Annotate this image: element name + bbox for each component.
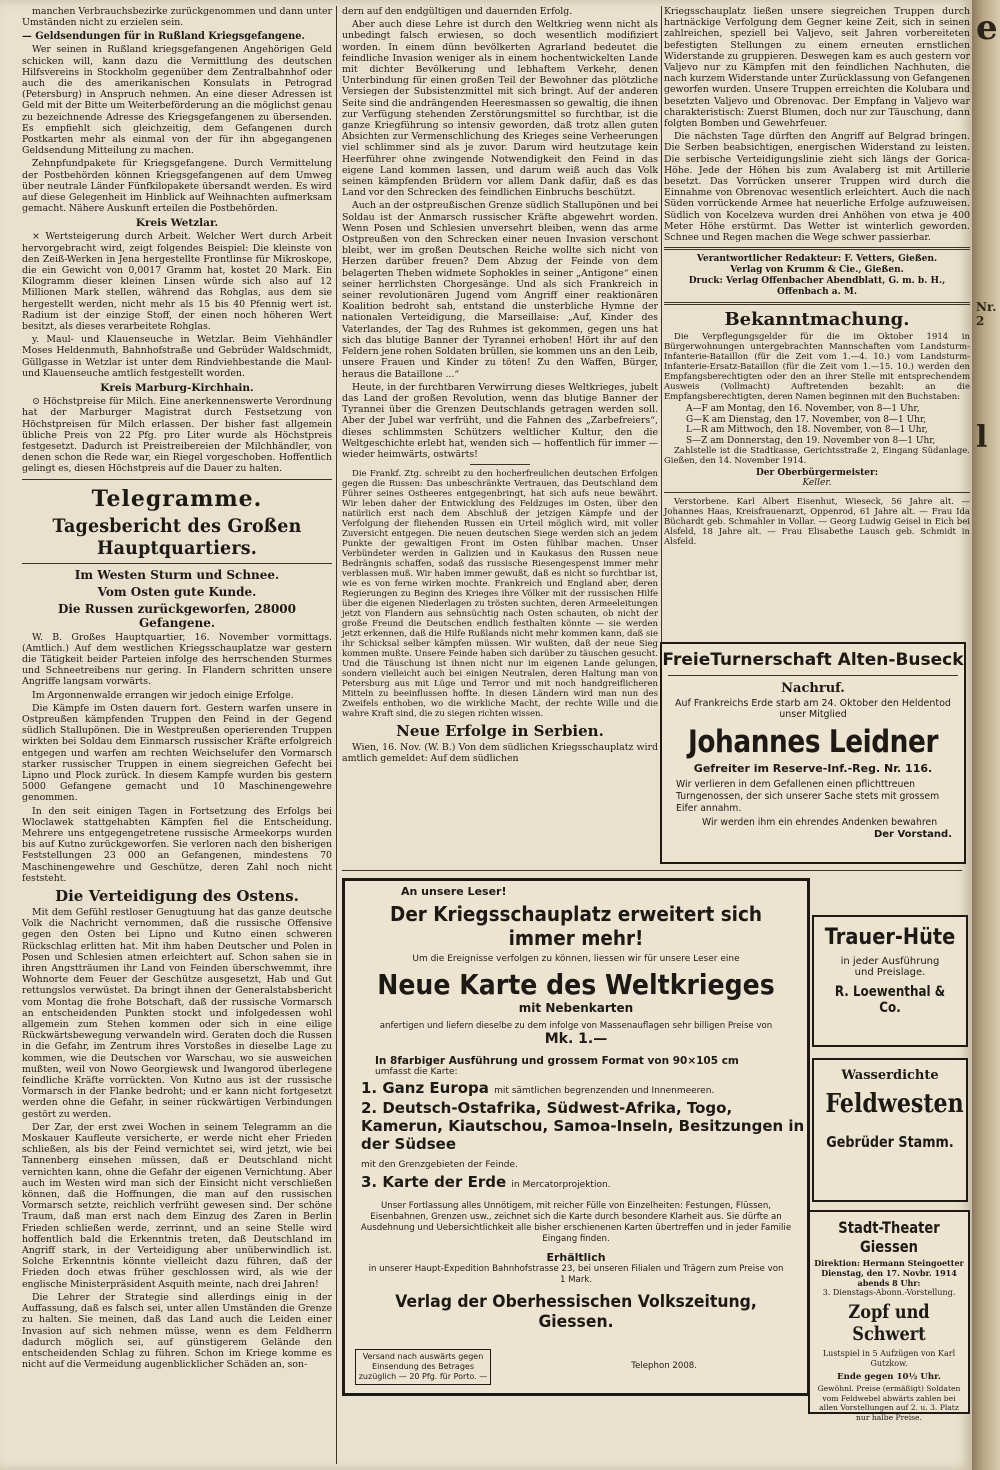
karte-item3-label: 3. Karte der Erde [361, 1173, 507, 1191]
karte-lead: An unsere Leser! [401, 885, 507, 898]
heading-verteidigung-ostens: Die Verteidigung des Ostens. [55, 886, 299, 905]
bekanntmachung-text: Die Verpflegungsgelder für die im Oktober 1914 in Bürgerwohnungen untergebrachten Mannschaften vom Landsturm-Infanterie-Bataillon (für die Zeit vom 1.—4. 10.) vom Landsturm-Infanterie-Ersatz-Bataillon (für die Zeit vom 1.—15. 10.) werden den Empfangsberechtigten oder den an ihrer Stelle mit entsprechendem Ausweis (Vollmacht) Auftretenden bezahlt: an die Empfangsberechtigten, deren Namen beginnen mit den Buchstaben: [664, 332, 970, 403]
trauer-line2: und Preislage. [854, 967, 926, 978]
column-rule [336, 6, 337, 1464]
subheading-osten: Vom Osten gute Kunde. [97, 584, 257, 599]
karte-item-kolonien [361, 1099, 807, 1153]
edge-letter: l [976, 420, 988, 455]
report-wloclawek: In den seit einigen Tagen in Fortsetzung des Erfolgs bei Wloclawek stattgehabten Kämpfen fiel die Entscheidung. Mehrere uns entgegengetretene russische Armeekorps wurden bis auf Kutno zurückgeworfen. Sie verloren nach den bisherigen Feststellungen 23 000 an Gefangenen, mindestens 70 Maschinengewehre und Geschütze, deren Zahl noch nicht feststeht. [22, 805, 332, 884]
report-hauptquartier: W. B. Großes Hauptquartier, 16. November vormittags. (Amtlich.) Auf dem westlichen Kriegsschauplatze war gestern die Tätigkeit beider Parteien infolge des herrschenden Sturmes und Schneetreibens nur gering. In Flandern schritten unsere Angriffe langsam vorwärts. [22, 631, 332, 688]
theater-end: Ende gegen 10½ Uhr. [837, 1372, 941, 1382]
adjacent-page-edge [972, 0, 1000, 1470]
article-paragraph: Heute, in der furchtbaren Verwirrung dieses Weltkrieges, jubelt das Land der großen Revolution, wenn das blutige Banner der Tyrannei über die Grenzen Deutschlands getragen werden soll. Aber der Jubel war verfrüht, und die Fahnen des „Zarbefreiers“, dieses schlimmsten Schützers weltlicher Kultur, den die Weltgeschichte erlebt hat, wenden sich — hoffentlich für immer — wieder heimwärts, ostwärts! [342, 381, 658, 460]
theater-vorstellung: 3. Dienstags-Abonn.-Vorstellung. [822, 1288, 956, 1297]
bekanntmachung-title: Bekanntmachung. [724, 309, 910, 331]
feldwesten-ad [812, 1058, 968, 1202]
feldwesten-title: Feldwesten [825, 1089, 964, 1119]
article-intro: manchen Verbrauchsbezirke zurückgenommen und dann unter Umständen nicht zu erzielen sein. [22, 6, 332, 29]
karte-offer: anfertigen und liefern dieselbe zu dem infolge von Massenauflagen sehr billigen Preise von [379, 1021, 773, 1031]
nachruf-sig: Der Vorstand. [873, 829, 952, 840]
column-2 [342, 6, 658, 767]
nachruf-text3: Wir werden ihm ein ehrendes Andenken bewahren [702, 817, 938, 828]
bekanntmachung-sig-name: Keller. [802, 478, 832, 489]
article-serbien: Wien, 16. Nov. (W. B.) Von dem südlichen Kriegsschauplatz wird amtlich gemeldet: Auf dem südlichen [342, 742, 658, 765]
subheading-westen: Im Westen Sturm und Schnee. [74, 567, 280, 582]
karte-subtitle: mit Nebenkarten [518, 1001, 634, 1015]
karte-description: Unser Fortlassung alles Unnötigem, mit reicher Fülle von Einzelheiten: Festungen, Flüssen, Eisenbahnen, Grenzen usw., zeichnet sich die Karte durch besondere Klarheit aus. Sie dürfte an Ausdehnung und Uebersichtlichkeit alle bisher erschienenen Karten übertreffen und in jeder Familie Eingang finden. [360, 1201, 792, 1244]
article-zehnpfundpakete: Zehnpfundpakete für Kriegsgefangene. Durch Vermittelung der Postbehörden können Kriegsgefangenen auf dem Umweg über neutrale Länder Fünfkilopakete übersandt werden. Es wird auf diese Gelegenheit im Hinblick auf Weihnachten aufmerksam gemacht. Nähere Auskunft erteilen die Postbehörden. [22, 158, 332, 215]
theater-ad [808, 1210, 970, 1422]
edge-number: Nr. 2 [976, 300, 997, 328]
divider [342, 870, 962, 871]
theater-time: abends 8 Uhr: [857, 1278, 921, 1288]
theater-direktion: Direktion: Hermann Steingoetter [814, 1258, 964, 1268]
article-maul-klauenseuche: y. Maul- und Klauenseuche in Wetzlar. Beim Viehhändler Moses Heldenmuth, Bahnhofstraße und Gebrüder Waldschmidt, Güllgasse in Wetzlar ist unter dem Rindviehbestande die Maul- und Klauenseuche amtlich festgestellt worden. [22, 334, 332, 379]
nachruf-name: Johannes Leidner [687, 724, 939, 760]
article-verteidigung-3: Die Lehrer der Strategie sind allerdings einig in der Auffassung, daß es falsch sei, unter allen Umständen die Grenze zu halten. Sie meinen, daß das Land auch die Leiden einer Invasion auf sich nehmen müsse, wenn es dem Feldherrn dadurch möglich sei, auf günstigerem Gelände den entscheidenden Schlag zu führen. Schon im Kriege komme es nicht auf die Vermeidung augenblicklicher Schäden an, son- [22, 1291, 332, 1371]
karte-title: Neue Karte des Weltkrieges [377, 968, 775, 1001]
karte-item2-note: mit den Grenzgebieten der Feinde. [361, 1160, 518, 1170]
feldwesten-firm: Gebrüder Stamm. [826, 1133, 954, 1151]
article-continued: dern auf den endgültigen und dauernden Erfolg. [342, 6, 573, 17]
feldwesten-top: Wasserdichte [841, 1068, 939, 1083]
karte-item-kolonien-note [361, 1153, 807, 1171]
verstorbene-list: Verstorbene. Karl Albert Eisenhut, Wieseck, 56 Jahre alt. — Johannes Haas, Kreisfrauenarzt, Oppenrod, 61 Jahre alt. — Frau Ida Büchardt geb. Schmahler in Vollar. — Georg Ludwig Geisel in Eich bei Alsfeld, 18 Jahre alt. — Frau Elisabethe Lausch geb. Schmidt in Alsfeld. [664, 497, 970, 548]
subheading-russen: Die Russen zurückgeworfen, 28000 Gefangene. [57, 601, 297, 630]
column-1 [22, 6, 332, 1372]
report-osten: Die Kämpfe im Osten dauern fort. Gestern warfen unsere in Ostpreußen kämpfenden Truppen den Feind in der Gegend südlich Stallupönen. Die in Westpreußen operierenden Truppen wirkten bei Soldau dem Einmarsch russischer Kräfte erfolgreich entgegen und warfen am rechten Weichselufer den Vormarsch starker russischer Truppen in einem siegreichen Gefecht bei Lipno und Plock zurück. In diesem Kampfe wurden bis gestern 5000 Gefangene gemacht und 10 Maschinengewehre genommen. [22, 702, 332, 804]
trauer-title: Trauer-Hüte [824, 925, 956, 950]
karte-telefon: Telephon 2008. [631, 1361, 697, 1371]
bekanntmachung-schedule [686, 404, 970, 446]
imprint-druck: Druck: Verlag Offenbacher Abendblatt, G. m. b. H., Offenbach a. M. [688, 276, 946, 298]
schedule-line: A—F am Montag, den 16. November, von 8—1 Uhr, [686, 404, 920, 415]
theater-genre: Lustspiel in 5 Aufzügen von Karl Gutzkow. [822, 1349, 956, 1368]
heading-telegramme: Telegramme. [91, 485, 263, 512]
nachruf-box [660, 642, 966, 864]
article-belgrad: Die nächsten Tage dürften den Angriff auf Belgrad bringen. Die Serben beabsichtigen, energischen Widerstand zu leisten. Die serbische Verteidigungslinie zieht sich längs der Gorica-Höhe. Jede der Höhen bis zum Avalaberg ist mit Artillerie besetzt. Das Vorrücken unserer Truppen wird durch die Einnahme von Obrenovac wesentlich erleichtert. Auch die nach Süden vorrückende Armee hat neuerliche Erfolge aufzuweisen. Südlich von Kocelzeva wurden drei Anhöhen von etwa je 400 Meter Höhe erstürmt. Das Wetter ist winterlich geworden. Schnee und Regen machen die Wege schwer passierbar. [664, 131, 970, 244]
nachruf-rank: Gefreiter im Reserve-Inf.-Reg. Nr. 116. [693, 762, 933, 775]
edge-letter: e [976, 8, 998, 48]
karte-format: In 8farbiger Ausführung und grossem Format von 90×105 cm [375, 1055, 739, 1067]
karte-erhaeltlich: Erhältlich [546, 1251, 606, 1264]
nachruf-text1: Auf Frankreichs Erde starb am 24. Oktober den Heldentod unser Mitglied [675, 698, 951, 720]
bekanntmachung-zahlstelle: Zahlstelle ist die Stadtkasse, Gerichtsstraße 2, Eingang Südanlage. Gießen, den 14. November 1914. [664, 446, 970, 467]
karte-umfasst: umfasst die Karte: [375, 1067, 458, 1077]
article-paragraph: Auch an der ostpreußischen Grenze südlich Stallupönen und bei Soldau ist der Anmarsch russischer Kräfte abgewehrt worden. Wenn Posen und Schlesien unversehrt bleiben, wenn das arme Ostpreußen von den Schrecken einer neuen Invasion verschont bleibt, wer im großen Deutschen Reiche wollte sich nicht von Herzen darüber freuen? Dem Abzug der Feinde von dem belagerten Theben widmete Sophokles in seiner „Antigone“ einen seiner herrlichsten Chorgesänge. Und als sich Frankreich in seiner revolutionären Jugend vom Angriff einer reaktionären Koalition bedroht sah, entstand die unsterbliche Hymne der nationalen Verteidigung, die Marseillaise: „Auf, Kinder des Vaterlandes, der Tag des Ruhmes ist gekommen, gegen uns hat sich das blutige Banner der Tyrannei erhoben! Hört ihr auf den Feldern jene rohen Soldaten brüllen, sie kommen uns an den Leib, unsere Frauen und Kinder zu töten! Zu den Waffen, Bürger, heraus die Bataillone ...“ [342, 200, 658, 380]
karte-item1-note: mit sämtlichen begrenzenden und Innenmeeren. [494, 1086, 715, 1096]
article-verteidigung-1: Mit dem Gefühl restloser Genugtuung hat das ganze deutsche Volk die Nachricht vernommen, daß die russische Offensive gegen den Osten bei Lipno und Kutno einen schweren Rückschlag erlitten hat. Mit ihm haben Deutscher und Polen in Posen und Schlesien atmen erleichtert auf. Schon sahen sie in ihren Angstträumen ihr Land von Feinden überschwemmt, ihre Wohnorte dem Feuer der Geschütze ausgesetzt, Hab und Gut rettungslos verwüstet. Da bringt ihnen der Generalstabsbericht vom Montag die frohe Botschaft, daß der russische Vormarsch an entscheidenden Punkten stockt und infolgedessen wohl allgemein zum Stehen kommen oder sich in eine eilige Rückwärtsbewegung verwandeln wird. Geraten doch die Russen in die Gefahr, im Zentrum ihres Vorstoßes in dieselbe Lage zu kommen, wie die Deutschen vor Warschau, wo sie ausweichen mußten, weil von Nowo Georgiewsk und Iwangorod überlegene feindliche Kräfte vorrückten. Von Kutno aus ist der russische Vormarsch in der Flanke bedroht; und er kann nicht fortgesetzt werden ohne die Gefahr, in seiner rückwärtigen Verbindungen gestört zu werden. [22, 906, 332, 1120]
divider [22, 479, 332, 480]
imprint-verlag: Verlag von Krumm & Cie., Gießen. [730, 265, 904, 276]
article-verteidigung-2: Der Zar, der erst zwei Wochen in seinem Telegramm an die Moskauer Kaufleute versicherte, er werde nicht eher Frieden schließen, als bis der Feind vernichtet sei, wird jetzt, wie bei Tannenberg einsehen müssen, daß er Deutschland nicht vernichten kann, ohne die Gefahr der eigenen Vernichtung. Aber auch im Westen wird man sich der Einsicht nicht verschließen können, daß die Hoffnungen, die man auf den russischen Vormarsch setzte, reichlich verfrüht gewesen sind. Der schöne Traum, daß man erst nach dem Einzug des Zaren in Berlin Frieden schließen werde, zerrinnt, und an seine Stelle wird hoffentlich bald die Erkenntnis treten, daß Deutschland im Angriff stark, in der Verteidigung aber unüberwindlich ist. Solche Erkenntnis könnte vielleicht dazu führen, daß der Frieden doch etwas früher geschlossen wird, als wie der englische Ministerpräsident Asquith meinte, nach drei Jahren! [22, 1121, 332, 1290]
divider [668, 675, 958, 676]
karte-item-erde [361, 1173, 807, 1191]
article-wertsteigerung: × Wertsteigerung durch Arbeit. Welcher Wert durch Arbeit hervorgebracht wird, zeigt folgendes Beispiel: Die kleinste von den Zeiß-Werken in Jena hergestellte Frontlinse für Mikroskope, die ein Gewicht von 0,0017 Gramm hat, kostet 20 Mark. Ein Kilogramm dieser kleinen Linsen würde sich also auf 12 Millionen Mark stellen, während das Rohglas, aus dem sie hergestellt werden, nicht mehr als 15 bis 40 Pfennig wert ist. Radium ist der einzige Stoff, der einen noch höheren Wert besitzt, als dieses verarbeitete Rohglas. [22, 231, 332, 333]
trauer-line1: in jeder Ausführung [840, 956, 940, 967]
article-frankfurter-zeitung: Die Frankf. Ztg. schreibt zu den hocherfreulichen deutschen Erfolgen gegen die Russen: Das unbeschränkte Vertrauen, das Deutschland dem Führer seines Ostheeres entgegenbringt, hat sich aufs neue bewährt. Wir leben daher der Entwicklung des Feldzuges im Osten, über den natürlich erst nach dem Abschluß der jetzigen Kämpfe und der Verfolgung der fliehenden Russen ein Urteil möglich wird, mit voller Zuversicht entgegen. Die neuen deutschen Siege werden sich an jedem Punkte der gewaltigen Front im Osten fühlbar machen. Unser Verbündeter werden in Galizien und in Kaukasus den Russen neue Bedrängnis schaffen, sodaß das russische Riesengespenst immer mehr verblassen muß. Wir haben immer gewußt, daß es nicht so furchtbar ist, wie es von ferne wirken mochte. Frankreich und England aber, deren Regierungen zu Beginn des Krieges ihre Völker mit der russischen Hilfe über die eigenen Niederlagen zu trösten suchten, deren Armeeleitungen jetzt von Flandern aus sehnsüchtig nach Osten schauten, ob nicht der große Freund die Deutschen endlich festhalten könnte — sie werden jetzt erkennen, daß die Hilfe Rußlands nicht mehr kommen kann, daß sie ihr Schicksal selber kämpfen müssen. Wir wußten, daß der neue Sieg kommen mußte. Unsere Feinde haben sich darüber zu täuschen gesucht. Und die Täuschung ist ihnen nicht nur im eigenen Lande gelungen, sondern vielleicht auch bei einigen Neutralen, deren Haltung man von Petersburg aus mit Lüge und Terror und mit noch handgreiflicheren Mitteln zu beeinflussen hoffte. In diesen Ländern wird man nun des Zweifels enthoben, wo die wirkliche Macht, der rechte Wille und die wahre Kraft sind, die zu siegen richten wissen. [342, 469, 658, 720]
report-argonnen: Im Argonnenwalde errangen wir jedoch einige Erfolge. [32, 689, 294, 701]
article-hoechstpreise-milch: ⊙ Höchstpreise für Milch. Eine anerkennenswerte Verordnung hat der Marburger Magistrat durch Festsetzung von Höchstpreisen für Milch erlassen. Der bisher fast allgemein übliche Preis von 22 Pfg. pro Liter wurde als Höchstpreis festgesetzt. Dadurch ist Preistreibereien der Milchhändler, von denen schon die Rede war, ein Riegel vorgeschoben. Hoffentlich gelingt es, diesen Höchstpreis auf die Dauer zu halten. [22, 396, 332, 475]
theater-title: Stadt-Theater Giessen [838, 1218, 940, 1256]
article-serbien-cont: Kriegsschauplatz ließen unsere siegreichen Truppen durch hartnäckige Verfolgung dem Gegner keine Zeit, sich in seinen zahlreichen, speziell bei Valjevo, seit Jahren vorbereiteten befestigten Stellungen zu einem erneuten ernstlichen Widerstande zu gruppieren. Deswegen kam es auch gestern vor Valjevo nur zu Kämpfen mit den feindlichen Nachhuten, die nach kurzem Widerstande unter Zurücklassung von Gefangenen geworfen wurden. Unsere Truppen erreichten die Kolubara und besetzten Valjevo und Obrenovac. Der Empfang in Valjevo war charakteristisch: Zuerst Blumen, doch nur zur Täuschung, dann folgten Bomben und Gewehrfeuer. [664, 6, 970, 130]
theater-note: Gewöhnl. Preise (ermäßigt) Soldaten vom Feldwebel abwärts zahlen bei allen Vorstellungen auf 2. u. 3. Platz nur halbe Preise. [817, 1384, 961, 1422]
schedule-line: S—Z am Donnerstag, den 19. November von 8—1 Uhr, [686, 435, 936, 446]
karte-item2-label: 2. Deutsch-Ostafrika, Südwest-Afrika, Togo, Kamerun, Kiautschou, Samoa-Inseln, Besitzungen in der Südsee [361, 1099, 805, 1153]
karte-headline: Der Kriegsschauplatz erweitert sich immer mehr! [390, 902, 762, 950]
column-3 [664, 6, 970, 549]
nachruf-club: FreieTurnerschaft Alten-Buseck [662, 650, 964, 670]
trauer-firm: R. Loewenthal & Co. [834, 984, 946, 1016]
heading-kreis-wetzlar: Kreis Wetzlar. [135, 217, 219, 230]
nachruf-text2: Wir verlieren in dem Gefallenen einen pflichttreuen Turngenossen, der sich unserer Sache stets mit grossem Eifer annahm. [676, 779, 940, 814]
heading-tagesbericht: Tagesbericht des Großen Hauptquartiers. [52, 514, 302, 559]
schedule-line: L—R am Mittwoch, den 18. November, von 8—1 Uhr, [686, 425, 928, 436]
divider [22, 563, 332, 564]
theater-play: Zopf und Schwert [848, 1301, 930, 1345]
karte-item-europa [361, 1079, 807, 1097]
schedule-line: G—K am Dienstag, den 17. November, von 8—1 Uhr, [686, 414, 927, 425]
karte-verlag: Verlag der Oberhessischen Volkszeitung, Giessen. [395, 1292, 757, 1332]
imprint-redakteur: Verantwortlicher Redakteur: F. Vetters, Gießen. [696, 254, 938, 265]
divider [664, 247, 970, 250]
bekanntmachung-sig-title: Der Oberbürgermeister: [755, 468, 879, 479]
nachruf-title: Nachruf. [781, 681, 845, 696]
article-geldsendungen: Wer seinen in Rußland kriegsgefangenen Angehörigen Geld schicken will, kann dazu die Vermittlung des deutschen Hilfsvereins in Stockholm gegenüber dem Zentralbahnhof oder auch die des amerikanischen Konsulats in Petrograd (Petersburg) in Anspruch nehmen. An eine dieser Adressen ist Geld mit der Bitte um Weiterbeförderung an die möglichst genau zu bezeichnende Adresse des Kriegsgefangenen zu übersenden. Es empfiehlt sich gleichzeitig, dem Gefangenen durch Postkarten mehr als einmal von der für ihn abgegangenen Geldsendung Mitteilung zu machen. [22, 44, 332, 157]
divider [664, 302, 970, 305]
heading-serbien: Neue Erfolge in Serbien. [396, 722, 604, 741]
karte-erhaeltlich-text: in unserer Haupt-Expedition Bahnhofstrasse 23, bei unseren Filialen und Trägern zum Preise von 1 Mark. [368, 1264, 784, 1285]
divider [664, 492, 970, 493]
karte-item3-note: in Mercatorprojektion. [511, 1180, 611, 1190]
karte-intro: Um die Ereignisse verfolgen zu können, liessen wir für unsere Leser eine [412, 954, 740, 964]
karte-item1-label: 1. Ganz Europa [361, 1079, 489, 1097]
karte-advertisement [342, 878, 810, 1396]
karte-versand-note: Versand nach auswärts gegen Einsendung des Betrages zuzüglich — 20 Pfg. für Porto. — [355, 1349, 491, 1385]
trauer-huete-ad [812, 915, 968, 1047]
heading-kreis-marburg: Kreis Marburg-Kirchhain. [100, 382, 254, 395]
article-paragraph: Aber auch diese Lehre ist durch den Weltkrieg wenn nicht als unbedingt falsch erwiesen, so doch wesentlich modifiziert worden. In einem dünn bevölkerten Agrarland bedeutet die feindliche Invasion weniger als in einem hochentwickelten Lande mit dichter Bevölkerung und lebhaftem Verkehr, denen Unterbindung für einen großen Teil der Bewohner das plötzliche Versiegen der Subsistenzmittel mit sich bringt. Auf der anderen Seite sind die andrängenden Heeresmassen so gewaltig, die ihnen zur Verfügung stehenden Zerstörungsmittel so furchtbar, ist die ganze Kriegführung so intensiv geworden, daß trotz allen guten Absichten zur Vermenschlichung des Krieges seine Verheerungen viel schlimmer sind als je zuvor. Darum wird heutzutage kein Heerführer ohne zwingende Notwendigkeit den Feind in das eigene Land kommen lassen, und darum weiß auch das Volk seinen kämpfenden Brüdern vor allem Dank dafür, daß es das Land vor den Schrecken des feindlichen Einbruchs beschützt. [342, 19, 658, 199]
karte-price: Mk. 1.— [544, 1031, 608, 1047]
theater-date: Dienstag, den 17. Novbr. 1914 [821, 1268, 957, 1278]
divider [470, 464, 530, 465]
heading-geldsendungen: — Geldsendungen für in Rußland Kriegsgefangene. [22, 31, 305, 43]
